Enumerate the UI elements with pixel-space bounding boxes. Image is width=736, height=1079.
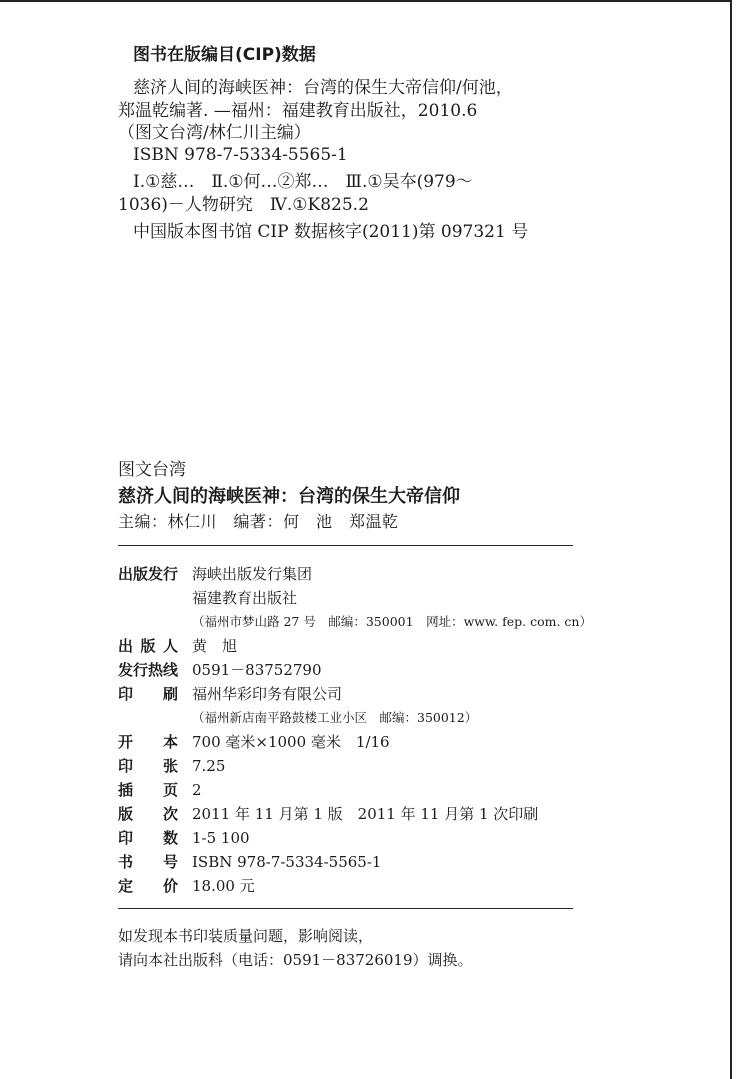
- credits: 主编：林仁川 编著：何 池 郑温乾: [118, 512, 399, 531]
- cip-isbn: ISBN 978-7-5334-5565-1: [133, 145, 348, 165]
- row-value: 海峡出版发行集团: [192, 565, 313, 583]
- cip-number: 中国版本图书馆 CIP 数据核字(2011)第 097321 号: [133, 222, 529, 242]
- row-value: ISBN 978-7-5334-5565-1: [192, 853, 382, 871]
- colophon-row-isbn: [118, 850, 382, 874]
- divider-rule: [118, 545, 573, 546]
- row-label: 出版发行: [118, 565, 178, 583]
- cip-heading: 图书在版编目(CIP)数据: [133, 45, 316, 65]
- row-value: 700 毫米×1000 毫米 1/16: [192, 733, 390, 751]
- row-label: 发行热线: [118, 661, 178, 679]
- row-label: 版 次: [118, 805, 178, 823]
- row-label: 印 张: [118, 757, 178, 775]
- row-value: 2011 年 11 月第 1 版 2011 年 11 月第 1 次印刷: [192, 805, 539, 823]
- divider-rule: [118, 908, 573, 909]
- book-title: 慈济人间的海峡医神：台湾的保生大帝信仰: [118, 486, 460, 507]
- row-value: （福州新店南平路鼓楼工业小区 邮编：350012）: [192, 710, 478, 725]
- colophon-row-publisher: [118, 562, 313, 586]
- row-value: 2: [192, 781, 202, 799]
- cip-classification-line: Ⅰ.①慈… Ⅱ.①何…②郑… Ⅲ.①吴夲(979～: [133, 172, 473, 192]
- row-value: 黄 旭: [192, 637, 238, 655]
- cip-record-line: 郑温乾编著. —福州：福建教育出版社，2010.6: [118, 101, 478, 121]
- row-label: 印 刷: [118, 685, 178, 703]
- row-value: 0591－83752790: [192, 661, 322, 679]
- cip-classification-line: 1036)－人物研究 Ⅳ.①K825.2: [118, 195, 369, 215]
- row-value: 1-5 100: [192, 829, 250, 847]
- colophon-row-hotline: [118, 658, 322, 682]
- colophon-row-plates: [118, 778, 202, 802]
- row-label: 插 页: [118, 781, 178, 799]
- row-value: 7.25: [192, 757, 226, 775]
- colophon-row-publisher-person: [118, 634, 238, 658]
- cip-record-line: （图文台湾/林仁川主编）: [118, 123, 311, 143]
- row-label: 定 价: [118, 877, 178, 895]
- row-label: 印 数: [118, 829, 178, 847]
- colophon-row-printer: [118, 682, 343, 706]
- colophon-row-format: [118, 730, 390, 754]
- row-value: 18.00 元: [192, 877, 255, 895]
- row-value: （福州市梦山路 27 号 邮编：350001 网址：www. fep. com. cn）: [192, 614, 592, 629]
- notice-line: 请向本社出版科（电话：0591－83726019）调换。: [118, 951, 473, 969]
- cip-record-line: 慈济人间的海峡医神：台湾的保生大帝信仰/何池，: [133, 78, 513, 98]
- colophon-row-print-run: [118, 826, 250, 850]
- colophon-row-price: [118, 874, 255, 898]
- notice-line: 如发现本书印装质量问题，影响阅读，: [118, 927, 374, 945]
- row-value: 福州华彩印务有限公司: [192, 685, 343, 703]
- colophon-row-edition: [118, 802, 539, 826]
- row-label: 书 号: [118, 853, 178, 871]
- row-value: 福建教育出版社: [192, 589, 298, 607]
- row-label: 出 版 人: [118, 637, 178, 655]
- series-name: 图文台湾: [118, 460, 186, 480]
- row-label: 开 本: [118, 733, 178, 751]
- colophon-row-sheets: [118, 754, 226, 778]
